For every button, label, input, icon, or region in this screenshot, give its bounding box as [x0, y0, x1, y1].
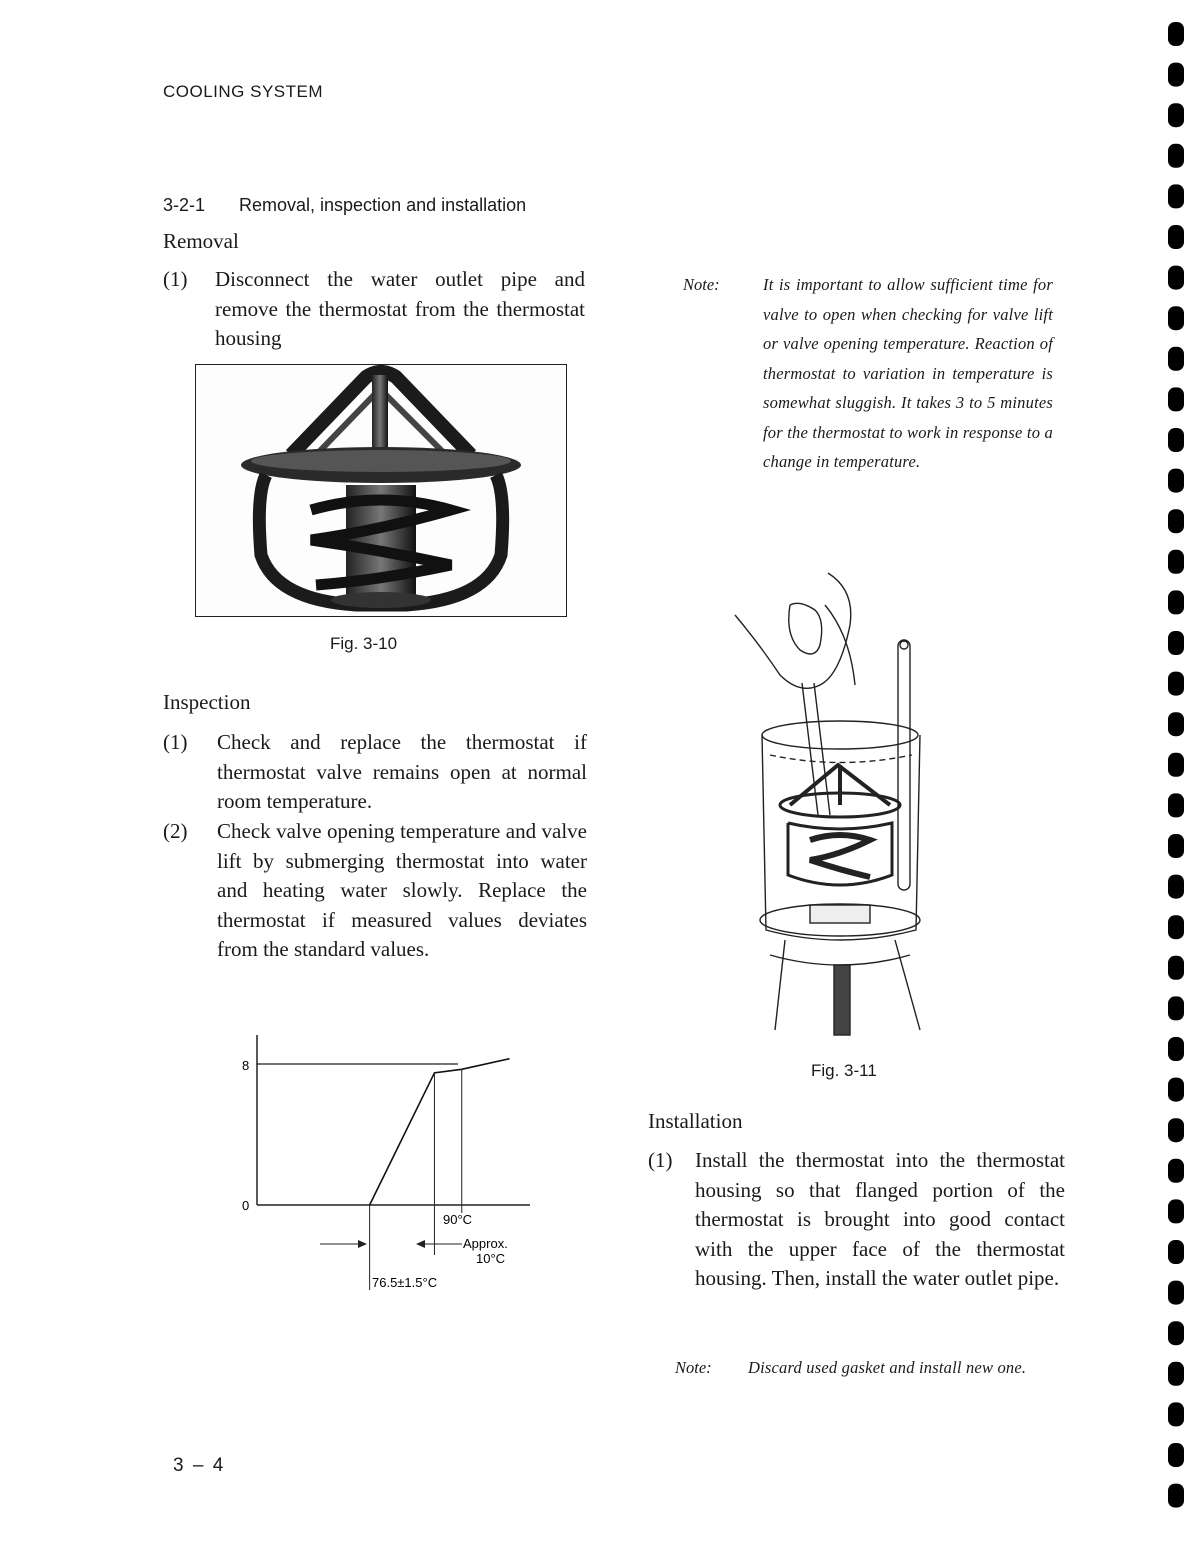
inspection-heading: Inspection	[163, 690, 251, 714]
binding-hole	[1168, 915, 1184, 939]
binding-hole	[1168, 1281, 1184, 1305]
binding-hole	[1168, 347, 1184, 371]
binding-hole	[1168, 63, 1184, 87]
binding-hole	[1168, 1118, 1184, 1142]
binding-hole	[1168, 875, 1184, 899]
removal-heading: Removal	[163, 229, 239, 253]
binding-hole	[1168, 672, 1184, 696]
item-number: (1)	[163, 730, 188, 754]
binding-hole	[1168, 225, 1184, 249]
arrow-left-head	[358, 1240, 367, 1248]
installation-item	[648, 1146, 1066, 1326]
note-box-2	[675, 1353, 1047, 1423]
binding-hole	[1168, 1362, 1184, 1386]
item-number: (2)	[163, 819, 188, 843]
binding-hole	[1168, 996, 1184, 1020]
note-text: It is important to allow sufficient time for valve to open when checking for valve lift or valve opening temperature. Reaction of thermostat to variation in temperature is somewhat sluggish. It takes 3 to 5 minutes for the thermostat to work in response to a change in temperature.	[763, 275, 1053, 471]
binding-hole	[1168, 509, 1184, 533]
note-label: Note:	[683, 275, 720, 294]
page-number: 3 – 4	[173, 1455, 226, 1476]
item-number: (1)	[648, 1148, 673, 1172]
item-text: Disconnect the water outlet pipe and remove the thermostat from the thermostat housing	[215, 267, 585, 350]
figure-caption-2: Fig. 3-11	[811, 1061, 877, 1080]
binding-hole	[1168, 1159, 1184, 1183]
binding-hole	[1168, 266, 1184, 290]
binding-hole	[1168, 1078, 1184, 1102]
binding-hole	[1168, 631, 1184, 655]
item-number: (1)	[163, 267, 188, 291]
label-10c: 10°C	[476, 1251, 506, 1266]
y-tick-label-8: 8	[242, 1058, 250, 1073]
item-text: Check and replace the thermostat if thermostat valve remains open at normal room temperature.	[217, 730, 587, 813]
binding-hole	[1168, 1037, 1184, 1061]
binding-hole	[1168, 712, 1184, 736]
binding-holes	[1158, 0, 1190, 1544]
binding-hole	[1168, 144, 1184, 168]
item-text: Install the thermostat into the thermostat housing so that flanged portion of the thermostat is brought into good contact with the upper face of the thermostat housing. Then, install the water outlet pipe.	[695, 1148, 1065, 1290]
binding-hole	[1168, 834, 1184, 858]
binding-hole	[1168, 1443, 1184, 1467]
binding-hole	[1168, 1484, 1184, 1508]
removal-item	[163, 265, 588, 355]
binding-hole	[1168, 793, 1184, 817]
running-header: COOLING SYSTEM	[163, 82, 324, 101]
valve-lift-line	[370, 1059, 510, 1205]
binding-hole	[1168, 469, 1184, 493]
section-number: 3-2-1	[163, 195, 206, 215]
thermostat-illustration	[196, 365, 565, 615]
binding-hole	[1168, 590, 1184, 614]
y-tick-label-0: 0	[242, 1198, 250, 1213]
label-opening-temp: 76.5±1.5°C	[372, 1275, 438, 1290]
binding-hole	[1168, 1402, 1184, 1426]
section-title-text: Removal, inspection and installation	[239, 195, 527, 215]
note-box-1	[683, 270, 1055, 540]
arrow-right-head	[416, 1240, 425, 1248]
binding-hole	[1168, 103, 1184, 127]
installation-heading: Installation	[648, 1109, 743, 1133]
valve-lift-chart	[230, 1030, 540, 1300]
label-approx: Approx.	[463, 1236, 508, 1251]
label-90c: 90°C	[443, 1212, 473, 1227]
binding-hole	[1168, 956, 1184, 980]
thermostat-photo	[195, 364, 567, 617]
binding-holes-strip	[1158, 0, 1190, 1544]
binding-hole	[1168, 184, 1184, 208]
binding-hole	[1168, 428, 1184, 452]
binding-hole	[1168, 753, 1184, 777]
section-title	[163, 195, 526, 216]
binding-hole	[1168, 387, 1184, 411]
inspection-item-1	[163, 728, 588, 818]
inspection-item-2	[163, 817, 588, 997]
item-text: Check valve opening temperature and valve lift by submerging thermostat into water and heating water slowly. Replace the thermostat if measured values deviates from the standard values.	[217, 819, 587, 961]
binding-hole	[1168, 550, 1184, 574]
beaker-test-illustration	[730, 565, 960, 1040]
note-text: Discard used gasket and install new one.	[748, 1358, 1027, 1377]
figure-caption: Fig. 3-10	[330, 634, 398, 653]
binding-hole	[1168, 22, 1184, 46]
binding-hole	[1168, 1240, 1184, 1264]
note-label: Note:	[675, 1358, 712, 1377]
binding-hole	[1168, 306, 1184, 330]
binding-hole	[1168, 1199, 1184, 1223]
binding-hole	[1168, 1321, 1184, 1345]
